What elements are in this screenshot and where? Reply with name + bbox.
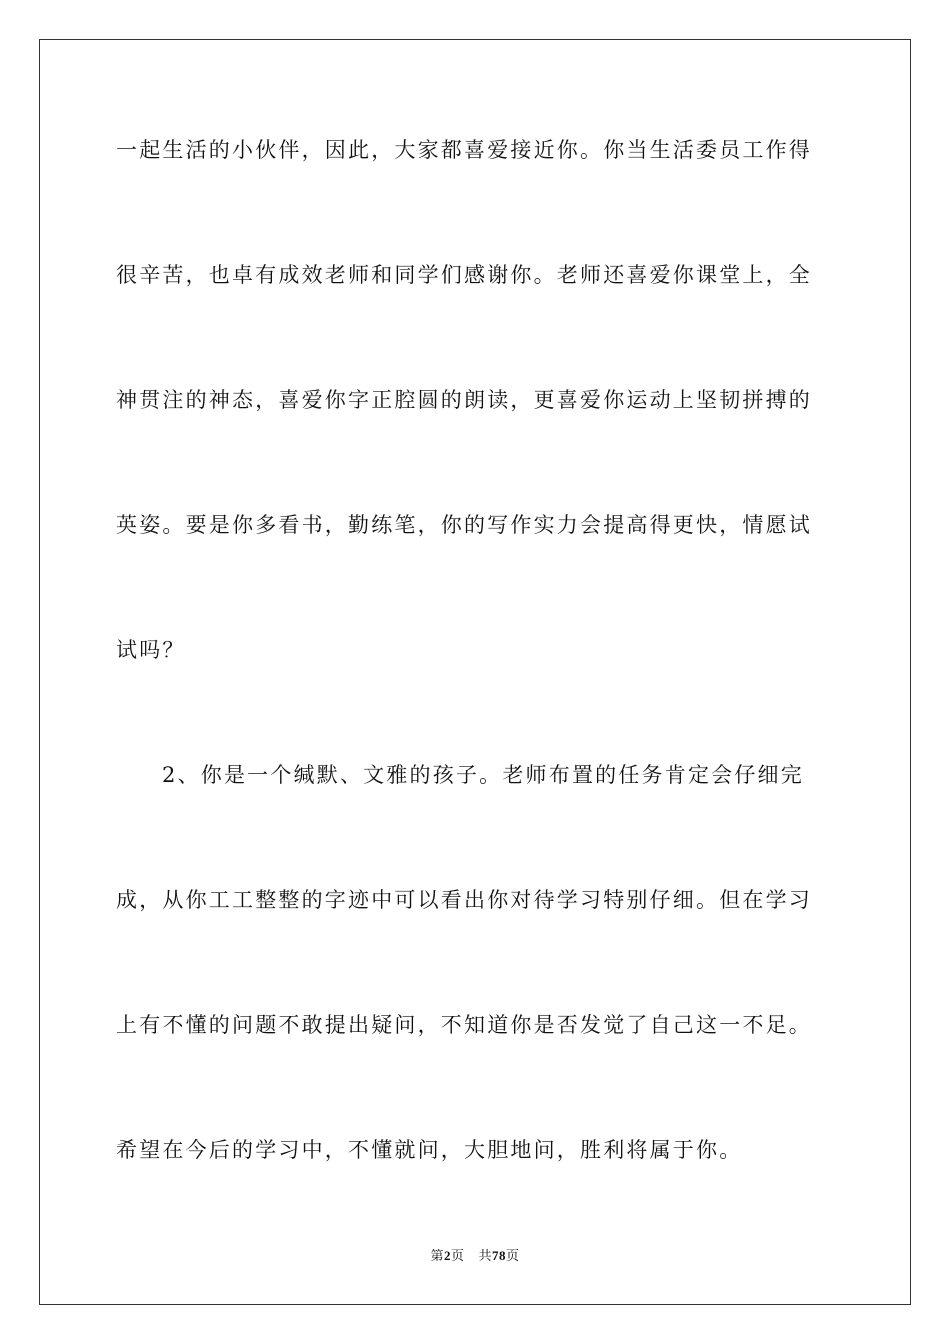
body-line-1: 一起生活的小伙伴，因此，大家都喜爱接近你。你当生活委员工作得 — [116, 138, 812, 162]
page-footer — [0, 1247, 950, 1266]
body-line-3: 神贯注的神态，喜爱你字正腔圆的朗读，更喜爱你运动上坚韧拼搏的 — [116, 388, 812, 412]
body-line-4: 英姿。要是你多看书，勤练笔，你的写作实力会提高得更快，情愿试 — [116, 513, 812, 537]
page-suffix: 页 — [450, 1249, 465, 1264]
body-line-9: 希望在今后的学习中，不懂就问，大胆地问，胜利将属于你。 — [116, 1138, 743, 1162]
total-suffix: 页 — [506, 1249, 520, 1264]
page-current: 2 — [443, 1248, 451, 1263]
body-line-7: 成，从你工工整整的字迹中可以看出你对待学习特别仔细。但在学习 — [116, 888, 812, 912]
page-prefix: 第 — [430, 1249, 444, 1264]
page-frame — [39, 39, 911, 1305]
page-total: 78 — [492, 1248, 507, 1263]
body-line-6: 2、你是一个缄默、文雅的孩子。老师布置的任务肯定会仔细完 — [162, 763, 804, 787]
body-line-8: 上有不懂的问题不敢提出疑问，不知道你是否发觉了自己这一不足。 — [116, 1013, 812, 1037]
body-line-2: 很辛苦，也卓有成效老师和同学们感谢你。老师还喜爱你课堂上，全 — [116, 263, 812, 287]
total-prefix: 共 — [478, 1249, 493, 1264]
body-line-5: 试吗？ — [116, 638, 186, 662]
